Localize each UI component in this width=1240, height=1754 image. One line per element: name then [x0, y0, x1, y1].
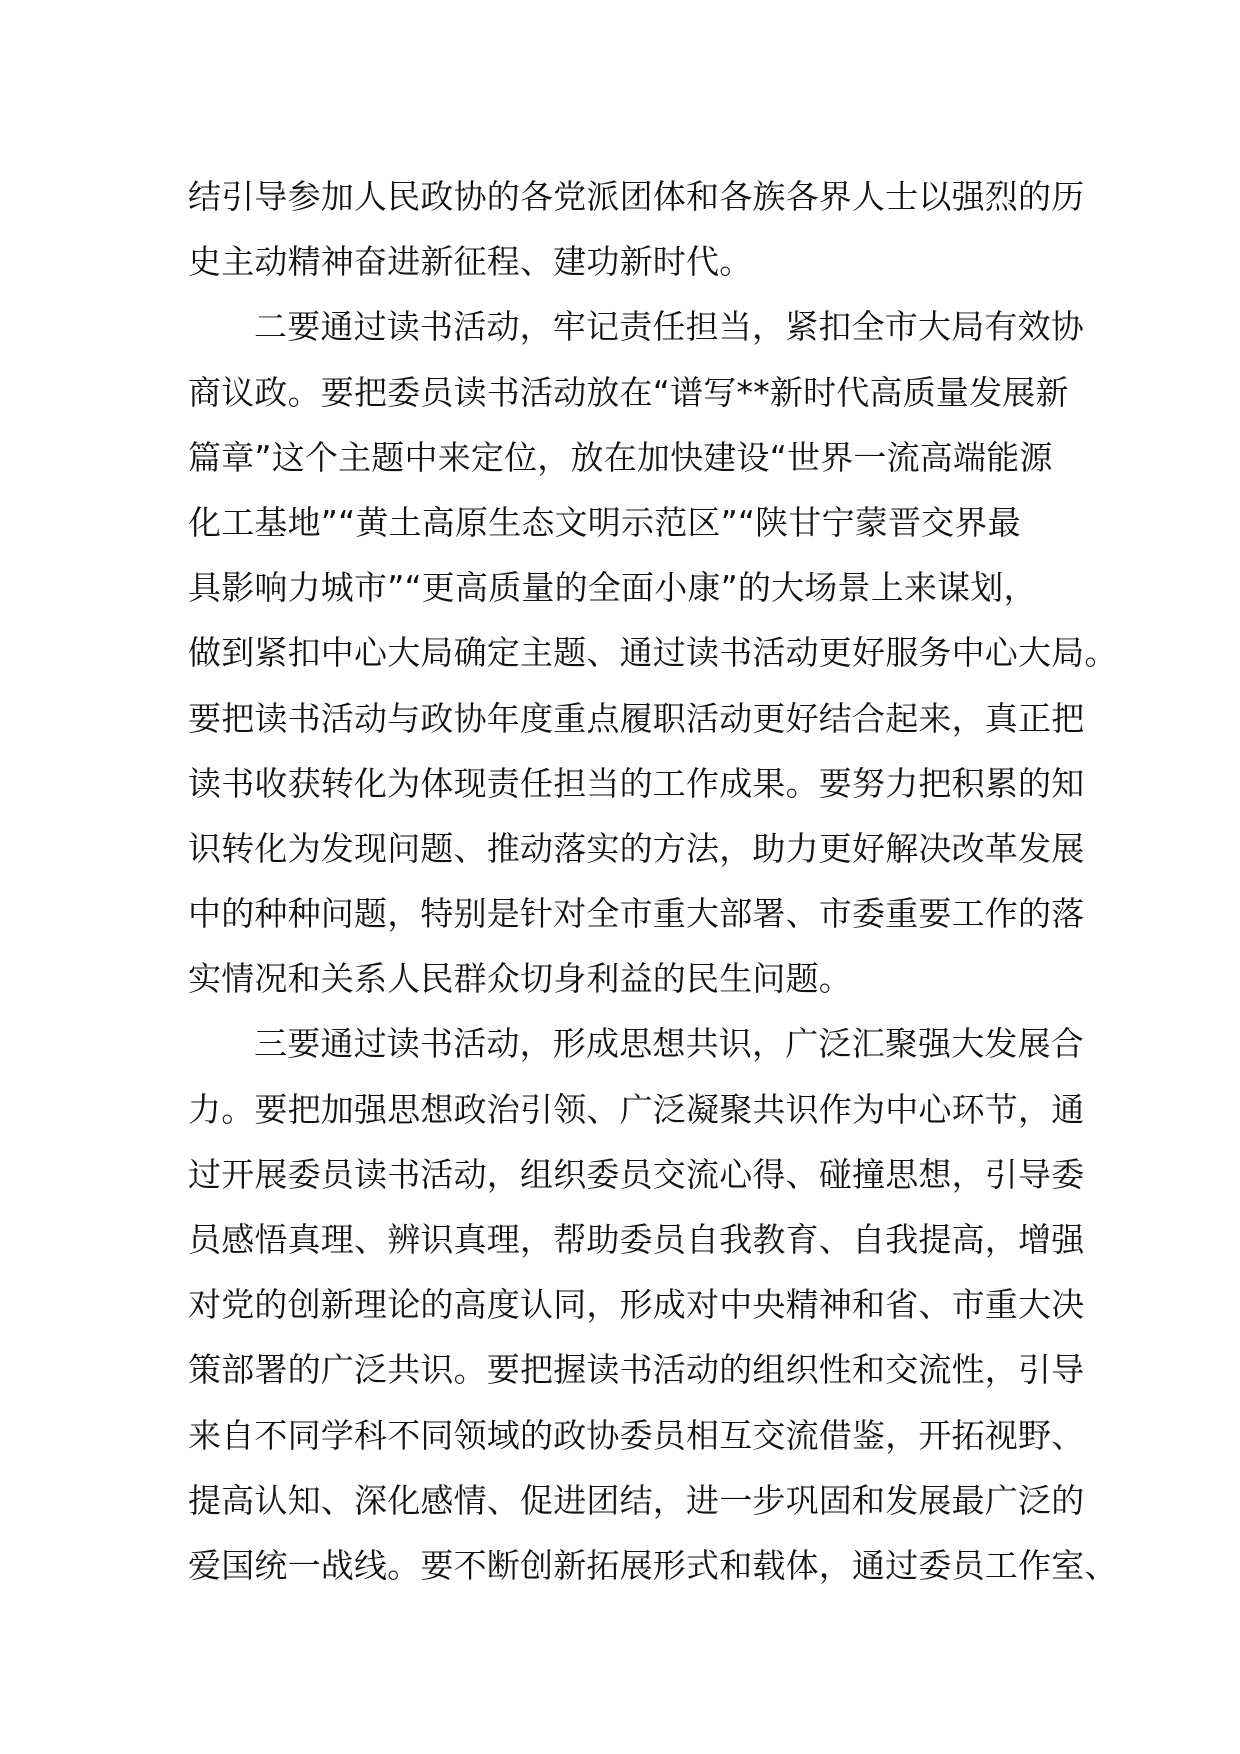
- text-line: 爱国统一战线。要不断创新拓展形式和载体，通过委员工作室、: [188, 1545, 1118, 1585]
- text-line: 化工基地”“黄土高原生态文明示范区”“陕甘宁蒙晋交界最: [188, 502, 1021, 542]
- text-line: 篇章”这个主题中来定位，放在加快建设“世界一流高端能源: [188, 437, 1053, 477]
- text-line: 对党的创新理论的高度认同，形成对中央精神和省、市重大决: [188, 1285, 1085, 1325]
- text-line: 提高认知、深化感情、促进团结，进一步巩固和发展最广泛的: [188, 1480, 1085, 1520]
- text-line: 做到紧扣中心大局确定主题、通过读书活动更好服务中心大局。: [188, 633, 1118, 673]
- text-line: 具影响力城市”“更高质量的全面小康”的大场景上来谋划，: [188, 568, 1037, 608]
- text-line: 来自不同学科不同领域的政协委员相互交流借鉴，开拓视野、: [188, 1415, 1085, 1455]
- paragraph-start-line: 二要通过读书活动，牢记责任担当，紧扣全市大局有效协: [254, 307, 1084, 347]
- text-line: 商议政。要把委员读书活动放在“谱写**新时代高质量发展新: [188, 372, 1069, 412]
- text-line: 力。要把加强思想政治引领、广泛凝聚共识作为中心环节，通: [188, 1089, 1085, 1129]
- paragraph-start-line: 三要通过读书活动，形成思想共识，广泛汇聚强大发展合: [254, 1024, 1084, 1064]
- text-line: 过开展委员读书活动，组织委员交流心得、碰撞思想，引导委: [188, 1154, 1085, 1194]
- text-line: 中的种种问题，特别是针对全市重大部署、市委重要工作的落: [188, 894, 1085, 934]
- text-line: 要把读书活动与政协年度重点履职活动更好结合起来，真正把: [188, 698, 1085, 738]
- text-line: 实情况和关系人民群众切身利益的民生问题。: [188, 959, 852, 999]
- text-line: 读书收获转化为体现责任担当的工作成果。要努力把积累的知: [188, 763, 1085, 803]
- text-line: 结引导参加人民政协的各党派团体和各族各界人士以强烈的历: [188, 177, 1085, 216]
- text-line: 史主动精神奋进新征程、建功新时代。: [188, 242, 753, 282]
- text-line: 策部署的广泛共识。要把握读书活动的组织性和交流性，引导: [188, 1350, 1085, 1390]
- text-line: 识转化为发现问题、推动落实的方法，助力更好解决改革发展: [188, 828, 1085, 868]
- body-text: [188, 164, 1118, 1598]
- text-line: 员感悟真理、辨识真理，帮助委员自我教育、自我提高，增强: [188, 1220, 1085, 1259]
